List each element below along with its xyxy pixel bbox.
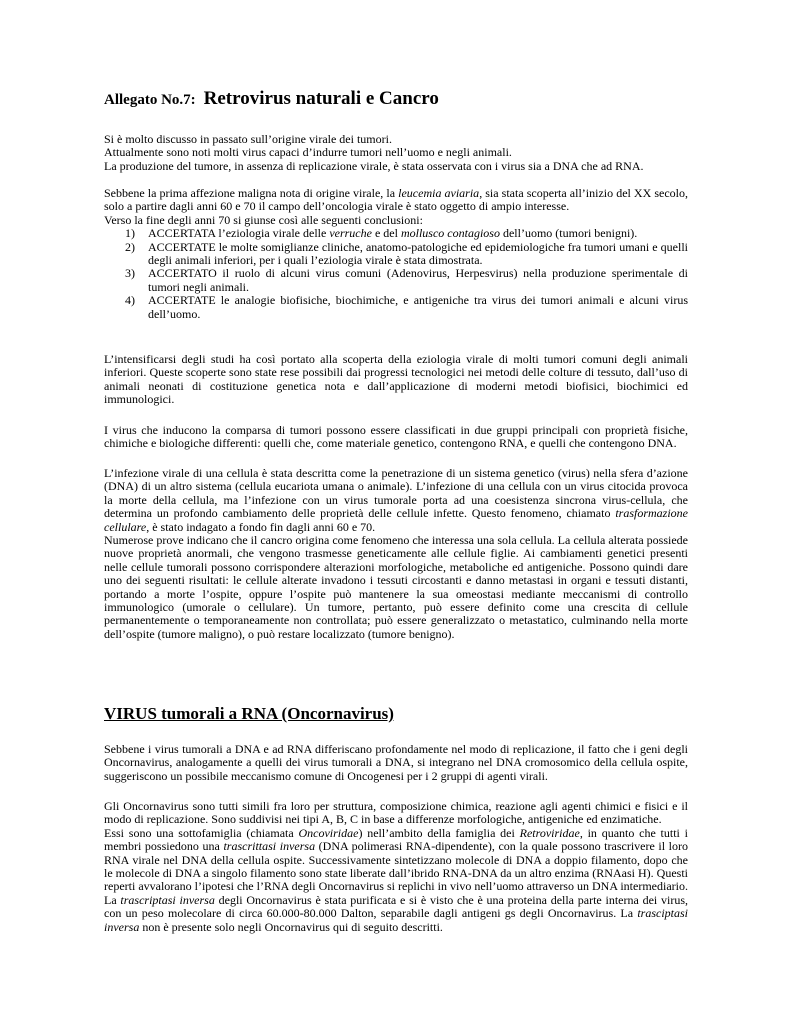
intro-line: La produzione del tumore, in assenza di replicazione virale, è stata osservata con i virus sia a DNA che ad RNA. (104, 158, 644, 173)
section-heading-oncornavirus: VIRUS tumorali a RNA (Oncornavirus) (104, 704, 394, 723)
title-text: Retrovirus naturali e Cancro (203, 88, 439, 109)
oncornavirus-detail-paragraph: Gli Oncornavirus sono tutti simili fra loro per struttura, composizione chimica, reazione agli agenti chimici e fisici e il modo di replicazione. Sono suddivisi nei tipi A, B, C in base a differenze morfologiche, antigeniche ed enzimatiche. Essi sono una sottofamiglia (chiamata Oncoviridae) nell’ambito della famiglia dei Retroviridae, in quanto che tutti i membri possiedono una trascrittasi inversa (DNA polimerasi RNA-dipendente), con la quale possono trascrivere il loro RNA virale nel DNA della cellula ospite. Successivamente sintetizzano molecole di DNA a doppio filamento, dopo che le molecole di DNA a singolo filamento sono state liberate dall’ibrido RNA-DNA da un altro enzima (RNAasi H). Questi reperti avvalorano l’ipotesi che l’RNA degli Oncornavirus si replichi in vivo nell’uomo attraverso un DNA intermediario. La trascriptasi inversa degli Oncornavirus è stata purificata e si è visto che è una proteina della parte interna dei virus, con un peso molecolare di circa 60.000-80.000 Dalton, separabile dagli antigeni gs degli Oncornavirus. La trasciptasi inversa non è presente solo negli Oncornavirus qui di seguito descritti. (104, 799, 689, 934)
conclusion-item-3: 3) ACCERTATO il ruolo di alcuni virus comuni (Adenovirus, Herpesvirus) nella produzione sperimentale di tumori negli animali. (125, 266, 688, 294)
conclusion-item-4: 4) ACCERTATE le analogie biofisiche, biochimiche, e antigeniche tra virus dei tumori animali e alcuni virus dell’uomo. (125, 293, 688, 321)
conclusion-item-2: 2) ACCERTATE le molte somiglianze cliniche, anatomo-patologiche ed epidemiologiche fra tumori umani e quelli degli animali inferiori, per i quali l’eziologia virale è stata dimostrata. (125, 239, 688, 268)
conclusions-intro: Verso la fine degli anni 70 si giunse così alle seguenti conclusioni: (104, 212, 423, 227)
virology-history-paragraph (104, 187, 688, 321)
trasformazione-cellulare-term: trasformazione cellulare (104, 506, 688, 534)
intro-line: Si è molto discusso in passato sull’origine virale dei tumori. (104, 132, 392, 146)
intro-line: Attualmente sono noti molti virus capaci d’indurre tumori nell’uomo e negli animali. (104, 145, 512, 160)
title-label: Allegato No.7: (104, 92, 196, 108)
viral-infection-paragraph: L’infezione virale di una cellula è stata descritta come la penetrazione di un sistema genetico (virus) nella sfera d’azione (DNA) di un altro sistema (cellula eucariota umana o animale). L’infezione di una cellula con un virus citocida provoca la morte della cellula, ma l’infezione con un virus tumorale porta ad una coesistenza sincrona virus-cellula, che determina un profondo cambiamento delle proprietà delle cellule infette. Questo fenomeno, chiamato trasformazione cellulare, è stato indagato a fondo fin dagli anni 60 e 70. Numerose prove indicano che il cancro origina come fenomeno che interessa una sola cellula. La cellula alterata possiede nuove proprietà anormali, che vengono trasmesse geneticamente alle cellule figlie. Ai cambiamenti genetici presenti nelle cellule tumorali possono corrispondere alterazioni morfologiche, metaboliche ed antigeniche. Possono quindi dare uno dei seguenti risultati: le cellule alterate invadono i tessuti circostanti e danno metastasi in organi e tessuti distanti, portando a morte l’ospite, oppure l’ospite può mantenere la sua omeostasi mediante meccanismi di controllo immunologico (umorale o cellulare). Un tumore, pertanto, può essere definito come una crescita di cellule permanentemente o temporaneamente non controllata; può essere generalizzato o metastatico, culminando nella morte dell’ospite (tumore maligno), o può restare localizzato (tumore benigno). (104, 466, 688, 641)
conclusion-item-1: 1) ACCERTATA l’eziologia virale delle verruche e del mollusco contagioso dell’uomo (tumori benigni). (125, 226, 638, 241)
document-title (104, 88, 439, 110)
leucemia-aviaria-term: leucemia aviaria (398, 186, 480, 200)
research-paragraph: L’intensificarsi degli studi ha così portato alla scoperta della eziologia virale di molti tumori comuni degli animali inferiori. Queste scoperte sono state rese possibili dai progressi tecnologici nei metodi delle colture di tessuto, dall’uso di animali neonati di costituzione genetica nota e dall’applicazione di moderni metodi biofisici, biochimici ed immunologici. (104, 352, 688, 407)
conclusions-list (104, 227, 688, 321)
classification-paragraph: I virus che inducono la comparsa di tumori possono essere classificati in due gruppi principali con proprietà fisiche, chimiche e biologiche differenti: quelli che, come materiale genetico, contengono RNA, e quelli che contengono DNA. (104, 423, 688, 451)
history-text: Sebbene la prima affezione maligna nota di origine virale, la leucemia aviaria, sia stata scoperta all’inizio del XX secolo, solo a partire dagli anni 60 e 70 il campo dell’oncologia virale è stato oggetto di ampio interesse. (104, 186, 688, 214)
oncornavirus-intro-paragraph: Sebbene i virus tumorali a DNA e ad RNA differiscano profondamente nel modo di replicazione, il fatto che i geni degli Oncornavirus, analogamente a quelli dei virus tumorali a DNA, si integrano nel DNA cromosomico della cellula ospite, suggeriscono un possibile meccanismo comune di Oncogenesi per i 2 gruppi di agenti virali. (104, 742, 688, 783)
intro-paragraph (104, 133, 688, 173)
